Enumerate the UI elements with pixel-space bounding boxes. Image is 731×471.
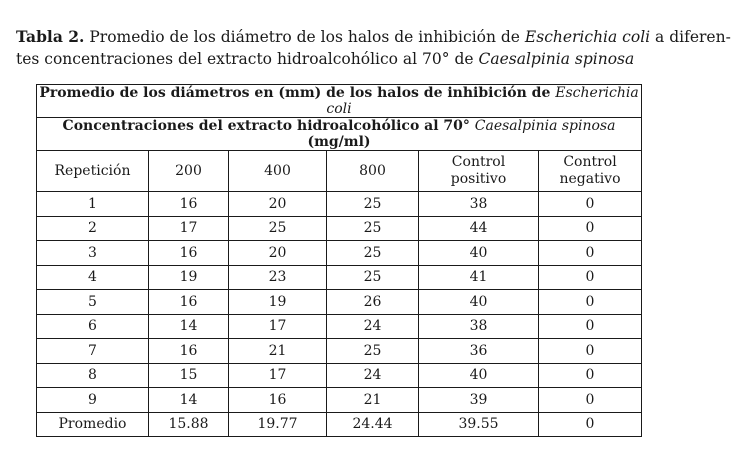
table-cell: 16 [149, 241, 229, 266]
column-header-line-2: negativo [559, 171, 621, 187]
table-cell: 19.77 [229, 412, 327, 437]
table-cell: 26 [327, 290, 419, 315]
column-header-line-1: Control [451, 154, 506, 170]
column-header [149, 151, 229, 192]
column-header [37, 151, 149, 192]
table-title-row [37, 85, 642, 118]
table-title-text: Promedio de los diámetros en (mm) de los halos de inhibición de [39, 85, 556, 101]
table-cell: 14 [149, 314, 229, 339]
table-cell: 40 [419, 290, 539, 315]
table-title-species: Escherichia coli [326, 85, 639, 117]
table-cell: 6 [37, 314, 149, 339]
column-header-line-1: 800 [359, 162, 386, 179]
column-header [539, 151, 642, 192]
table-subtitle-species: Caesalpinia spinosa [474, 118, 616, 134]
table-cell: 2 [37, 216, 149, 241]
table-cell: 0 [539, 241, 642, 266]
table-cell: 0 [539, 192, 642, 217]
table-cell: 3 [37, 241, 149, 266]
table-subtitle-units: (mg/ml) [307, 134, 371, 150]
table-cell: 14 [149, 388, 229, 413]
table-cell: 17 [229, 314, 327, 339]
table-subtitle-cell [37, 118, 642, 151]
table-cell: 25 [327, 216, 419, 241]
table-cell: 9 [37, 388, 149, 413]
column-header-row [37, 151, 642, 192]
column-header-line-1: Control [563, 154, 617, 170]
table-cell: 21 [229, 339, 327, 364]
caption-text-1-tail: a diferen- [650, 28, 731, 46]
caption-text-2: tes concentraciones del extracto hidroalcohólico al 70° de [16, 50, 479, 68]
table-cell: 4 [37, 265, 149, 290]
table-cell: 25 [327, 265, 419, 290]
table-cell: 1 [37, 192, 149, 217]
table-cell: 21 [327, 388, 419, 413]
caption-text-1: Promedio de los diámetro de los halos de inhibición de [84, 28, 525, 46]
column-header [419, 151, 539, 192]
table-cell: 15 [149, 363, 229, 388]
table-cell: 0 [539, 265, 642, 290]
table-cell: 44 [419, 216, 539, 241]
table-cell: 40 [419, 241, 539, 266]
caption-species-1: Escherichia coli [524, 28, 651, 46]
table-cell: 24 [327, 363, 419, 388]
table-row [37, 339, 642, 364]
table-cell: 0 [539, 363, 642, 388]
table-cell: 16 [229, 388, 327, 413]
table-row [37, 192, 642, 217]
table-body [37, 192, 642, 437]
table-cell: 16 [149, 290, 229, 315]
table-cell: 25 [327, 241, 419, 266]
caption-line-1 [16, 26, 731, 48]
table-cell: 15.88 [149, 412, 229, 437]
caption-label: Tabla 2. [16, 27, 85, 46]
table-cell: 17 [229, 363, 327, 388]
table-cell: 19 [149, 265, 229, 290]
table-cell: 41 [419, 265, 539, 290]
table-cell: 24 [327, 314, 419, 339]
table-cell: 38 [419, 314, 539, 339]
table-cell: 39 [419, 388, 539, 413]
table-caption [16, 26, 731, 70]
table-cell: 7 [37, 339, 149, 364]
column-header-line-1: Repetición [54, 162, 131, 179]
caption-species-2: Caesalpinia spinosa [478, 50, 635, 68]
table-row [37, 241, 642, 266]
table-row [37, 363, 642, 388]
table-cell: 16 [149, 339, 229, 364]
caption-line-2 [16, 48, 666, 70]
column-header [327, 151, 419, 192]
table-cell: 8 [37, 363, 149, 388]
table-cell: 17 [149, 216, 229, 241]
table-cell: 19 [229, 290, 327, 315]
table-row [37, 412, 642, 437]
table-cell: 0 [539, 290, 642, 315]
table-row [37, 216, 642, 241]
table-cell: 0 [539, 388, 642, 413]
table-row [37, 265, 642, 290]
table-cell: 36 [419, 339, 539, 364]
table-cell: 20 [229, 192, 327, 217]
table-row [37, 290, 642, 315]
table-cell: 39.55 [419, 412, 539, 437]
table-cell: 0 [539, 339, 642, 364]
table-cell: 16 [149, 192, 229, 217]
table-cell: 25 [327, 192, 419, 217]
table-subtitle-text: Concentraciones del extracto hidroalcohólico al 70° [62, 118, 475, 134]
results-table [36, 84, 642, 437]
table-cell: 25 [327, 339, 419, 364]
table-cell: 0 [539, 314, 642, 339]
table-cell: 0 [539, 216, 642, 241]
table-row [37, 314, 642, 339]
table-cell: 25 [229, 216, 327, 241]
table-cell: 40 [419, 363, 539, 388]
table-cell: 38 [419, 192, 539, 217]
column-header-line-2: positivo [450, 171, 507, 187]
table-cell: 0 [539, 412, 642, 437]
column-header-line-1: 400 [264, 162, 291, 179]
table-subtitle-row [37, 118, 642, 151]
column-header-line-1: 200 [175, 162, 202, 179]
table-cell: 20 [229, 241, 327, 266]
table-cell: 23 [229, 265, 327, 290]
table-cell: 24.44 [327, 412, 419, 437]
table-row [37, 388, 642, 413]
table-cell: Promedio [37, 412, 149, 437]
table-title-cell [37, 85, 642, 118]
table-cell: 5 [37, 290, 149, 315]
column-header [229, 151, 327, 192]
